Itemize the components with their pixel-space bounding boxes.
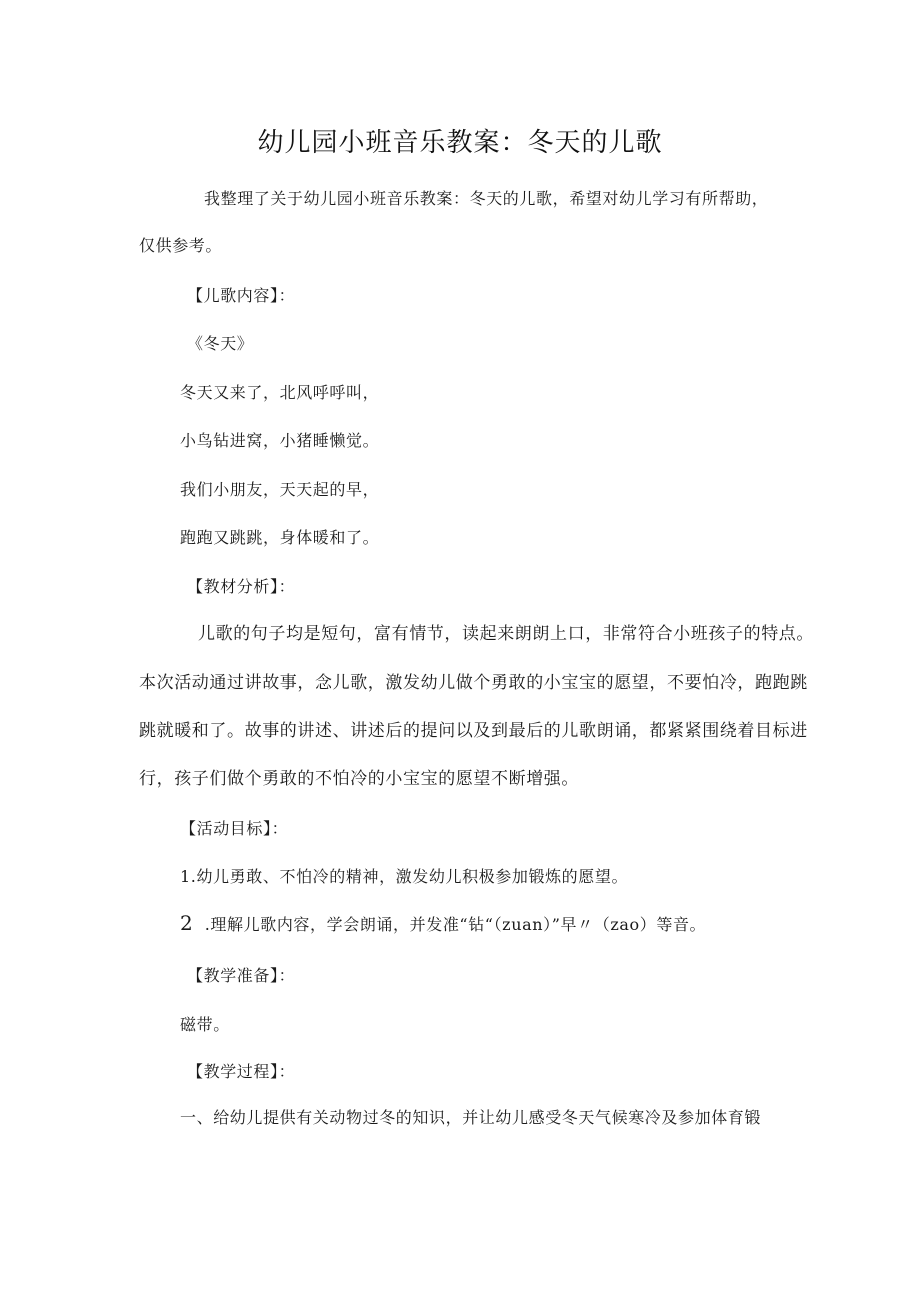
intro-line-1: 我整理了关于幼儿园小班音乐教案：冬天的儿歌，希望对幼儿学习有所帮助， [204,189,769,208]
goal-item-2-number: 2 [180,911,195,935]
analysis-line: 本次活动通过讲故事，念儿歌，激发幼儿做个勇敢的小宝宝的愿望，不要怕冷，跑跑跳 [139,673,808,693]
section-heading-prep: 【教学准备】： [187,966,296,985]
song-line: 我们小朋友，天天起的早， [180,480,380,499]
song-title: 《冬天》 [187,334,254,353]
intro-line-2: 仅供参考。 [139,236,223,255]
song-line: 小鸟钻进窝，小猪睡懒觉。 [180,431,380,450]
goal-item-2 [180,913,706,935]
goal-item-1: 1.幼儿勇敢、不怕冷的精神，激发幼儿积极参加锻炼的愿望。 [180,867,629,886]
goal-item-2-text: .理解儿歌内容，学会朗诵，并发准“钻“（zuan）”早〃（zao）等音。 [204,915,707,934]
section-heading-song: 【儿歌内容】： [187,286,296,305]
analysis-line: 行，孩子们做个勇敢的不怕冷的小宝宝的愿望不断增强。 [139,769,579,789]
analysis-line: 儿歌的句子均是短句，富有情节，读起来朗朗上口，非常符合小班孩子的特点。 [198,624,814,644]
analysis-line: 跳就暖和了。故事的讲述、讲述后的提问以及到最后的儿歌朗诵，都紧紧围绕着目标进 [139,721,808,741]
song-line: 跑跑又跳跳，身体暖和了。 [180,528,380,547]
song-line: 冬天又来了，北风呼呼叫， [180,383,380,402]
section-heading-analysis: 【教材分析】： [187,577,296,596]
prep-text: 磁带。 [180,1015,230,1034]
section-heading-goals: 【活动目标】： [180,819,289,838]
section-heading-process: 【教学过程】： [187,1062,296,1081]
process-step-1: 一、给幼儿提供有关动物过冬的知识，并让幼儿感受冬天气候寒冷及参加体育锻 [180,1108,762,1127]
page-title: 幼儿园小班音乐教案：冬天的儿歌 [257,128,663,158]
